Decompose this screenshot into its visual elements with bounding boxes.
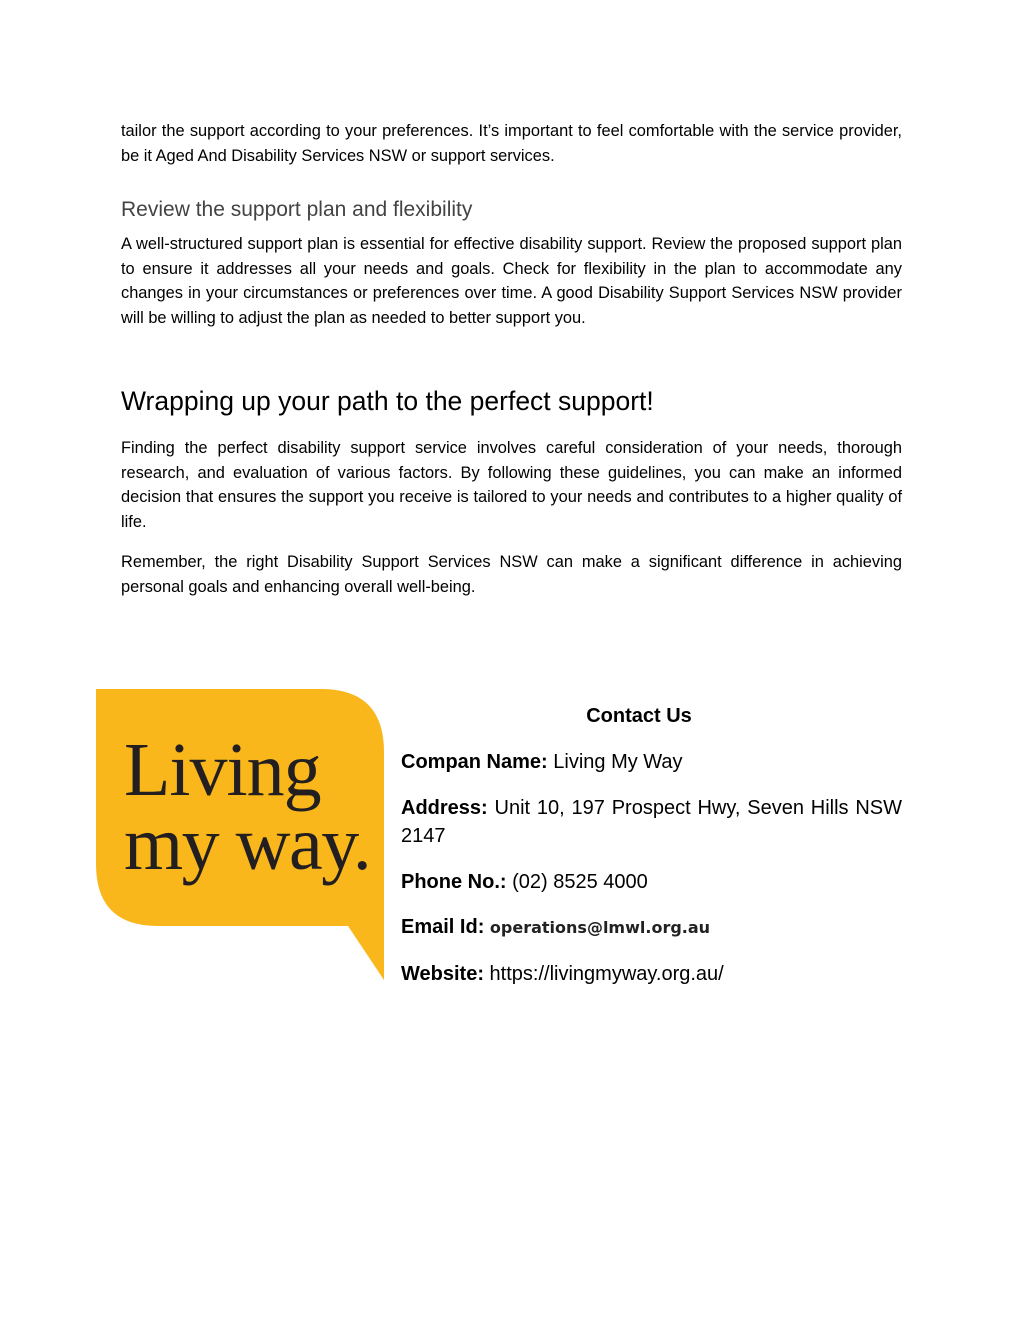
review-section-heading: Review the support plan and flexibility <box>121 198 473 221</box>
website-row <box>401 960 902 988</box>
address-row <box>401 794 902 850</box>
review-section-body: A well-structured support plan is essential for effective disability support. Review the proposed support plan to ensure it addresses all your needs and goals. Check for flexibility in the plan to accommodate any changes in your circumstances or preferences over time. A good Disability Support Services NSW provider will be willing to adjust the plan as needed to better support you. <box>121 235 902 327</box>
phone-label: Phone No.: <box>401 871 507 893</box>
logo-text-line-1: Living <box>124 728 321 812</box>
email-value[interactable]: operations@lmwl.org.au <box>489 918 711 937</box>
company-value: Living My Way <box>553 751 683 773</box>
phone-row <box>401 868 902 896</box>
website-value[interactable]: https://livingmyway.org.au/ <box>489 963 724 985</box>
living-my-way-logo <box>96 689 386 981</box>
phone-value: (02) 8525 4000 <box>512 871 648 893</box>
wrap-up-paragraph-1: Finding the perfect disability support service involves careful consideration of your needs, thorough research, and evaluation of various factors. By following these guidelines, you can make an informed decision that ensures the support you receive is tailored to your needs and contributes to a higher quality of life. <box>121 439 902 531</box>
wrap-up-paragraph-2: Remember, the right Disability Support Services NSW can make a significant difference in achieving personal goals and enhancing overall well-being. <box>121 553 902 596</box>
company-row <box>401 748 902 776</box>
address-value: Unit 10, 197 Prospect Hwy, Seven Hills NSW 2147 <box>401 797 902 847</box>
wrap-up-heading: Wrapping up your path to the perfect support! <box>121 386 654 416</box>
intro-paragraph: tailor the support according to your preferences. It’s important to feel comfortable with the service provider, be it Aged And Disability Services NSW or support services. <box>121 122 902 165</box>
email-row <box>401 913 902 942</box>
address-label: Address: <box>401 797 488 819</box>
email-label: Email Id: <box>401 916 485 938</box>
contact-title: Contact Us <box>586 705 692 727</box>
website-label: Website: <box>401 963 484 985</box>
company-label: Compan Name: <box>401 751 548 773</box>
logo-text-line-2: my way. <box>124 802 371 886</box>
